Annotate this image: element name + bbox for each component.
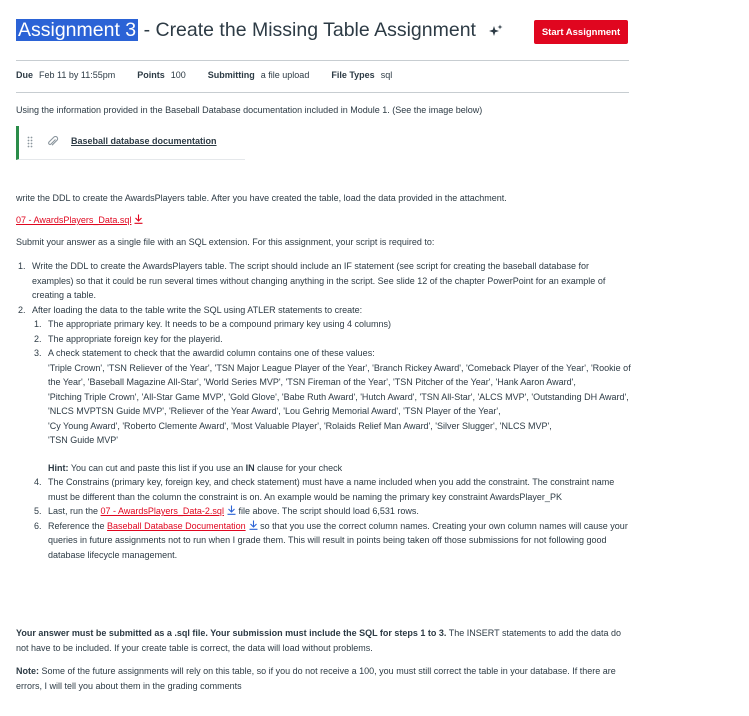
award-values-1: 'Triple Crown', 'TSN Reliever of the Year', 'TSN Major League Player of the Year', 'Branch Rickey Award', 'Comeback Player of the Year', 'Rookie of the Year', 'Baseball Magazine All-Star', 'World Series MVP', 'TSN Fireman of the Year', 'TSN Pitcher of the Year', 'Hank Aaron Award',: [48, 362, 631, 387]
list-item: [16, 303, 632, 563]
drag-grip-icon[interactable]: [27, 136, 33, 148]
baseball-doc-link[interactable]: Baseball database documentation: [71, 136, 217, 146]
list-item: [32, 317, 632, 332]
filetypes-label: File Types: [331, 70, 375, 80]
list-item: [32, 346, 632, 475]
divider: [16, 92, 629, 93]
filetypes-value: sql: [380, 70, 393, 80]
points-value: 100: [170, 70, 186, 80]
step-text: After loading the data to the table write the SQL using ATLER statements to create:: [32, 304, 363, 315]
answer-requirements: [16, 626, 632, 656]
download-icon[interactable]: [249, 520, 258, 530]
step-text: The appropriate foreign key for the playerid.: [48, 333, 223, 344]
step-text: The appropriate primary key. It needs to be a compound primary key using 4 columns): [48, 319, 391, 329]
step-number: 5.: [34, 506, 42, 516]
list-item: [16, 259, 632, 303]
divider: [16, 60, 629, 61]
filetypes-detail: [331, 70, 392, 80]
attachment-file-link[interactable]: 07 - AwardsPlayers_Data.sql: [16, 215, 132, 225]
step-number: 2.: [18, 304, 26, 315]
data-file-link[interactable]: 07 - AwardsPlayers_Data-2.sql: [100, 506, 224, 516]
step-text-post: so that you use the correct column names. Creating your own column names will cause your queries in future assignments not to run when I grade them. This will result in points being taken off those submissions for not following good database lifecycle management.: [48, 520, 628, 560]
note-rest: Some of the future assignments will rely on this table, so if you do not receive a 100, you must still correct the table in your database. If there are errors, I will tell you about them in the grading comments: [16, 666, 616, 691]
step-text: The Constrains (primary key, foreign key, and check statement) must have a name included when you add the constraint. The constraint name must be different than the column the constraint is on. An example would be naming the primary key constraint AwardsPlayer_PK: [48, 477, 615, 502]
title-rest: - Create the Missing Table Assignment: [138, 19, 476, 41]
step-text: A check statement to check that the awardid column contains one of these values:: [48, 348, 375, 358]
answer-bold: Your answer must be submitted as a .sql file. Your submission must include the SQL for steps 1 to 3.: [16, 628, 447, 638]
hint-post: clause for your check: [254, 462, 343, 473]
note-text: [16, 664, 632, 694]
answer-rest: The INSERT statements to add the data do not have to be included. If your create table is correct, the data will load without problems.: [16, 628, 622, 653]
sparkle-ai-icon[interactable]: [489, 24, 503, 38]
documentation-link[interactable]: Baseball Database Documentation: [107, 520, 246, 531]
step-text-pre: Reference the: [48, 520, 108, 531]
list-item: [32, 504, 632, 519]
hint-in-keyword: IN: [245, 462, 255, 473]
submit-instructions: Submit your answer as a single file with an SQL extension. For this assignment, your script is required to:: [16, 237, 435, 247]
step-number: 4.: [34, 477, 42, 487]
hint-text: [48, 461, 632, 476]
requirements-list: [16, 259, 632, 562]
assignment-details: [16, 70, 414, 80]
write-ddl-text: write the DDL to create the AwardsPlayers table. After you have created the table, load the data provided in the attachment.: [16, 193, 507, 203]
start-assignment-button[interactable]: Start Assignment: [534, 20, 628, 44]
step-number: 1.: [18, 261, 26, 271]
sub-list: [32, 317, 632, 562]
paperclip-icon: [47, 136, 59, 148]
list-item: [32, 475, 632, 504]
hint-label: Hint:: [48, 462, 69, 473]
list-item: [32, 519, 632, 563]
step-number: 3.: [34, 348, 42, 358]
award-values-3: 'Cy Young Award', 'Roberto Clemente Award', 'Most Valuable Player', 'Rolaids Relief Man Award', 'Silver Slugger', 'NLCS MVP',: [48, 420, 552, 431]
step-number: 2.: [34, 333, 42, 344]
step-text-post: file above. The script should load 6,531 rows.: [235, 506, 419, 516]
step-number: 1.: [34, 319, 42, 329]
due-label: Due: [16, 70, 34, 80]
step-number: 6.: [34, 520, 42, 531]
step-text-pre: Last, run the: [48, 506, 101, 516]
list-item: [32, 332, 632, 347]
step-text: Write the DDL to create the AwardsPlayers table. The script should include an IF statement (see script for creating the baseball database for examples) so that it could be run several times without changing anything in the script. See slide 12 of the chapter PowerPoint for an example of creating a table.: [32, 261, 606, 300]
download-icon[interactable]: [134, 214, 143, 224]
due-detail: [16, 70, 115, 80]
submitting-value: a file upload: [260, 70, 310, 80]
intro-text: Using the information provided in the Baseball Database documentation included in Module 1. (See the image below): [16, 105, 483, 115]
award-values-2: 'Pitching Triple Crown', 'All-Star Game MVP', 'Gold Glove', 'Babe Ruth Award', 'Hutch Award', 'TSN All-Star', 'ALCS MVP', 'Outstanding DH Award', 'NLCS MVPTSN Guide MVP', 'Reliever of the Year Award', 'Lou Gehrig Memorial Award', 'TSN Player of the Year',: [48, 391, 629, 416]
due-value: Feb 11 by 11:55pm: [39, 70, 116, 80]
submitting-detail: [208, 70, 310, 80]
download-icon[interactable]: [227, 505, 236, 515]
doc-attachment-card[interactable]: [16, 126, 245, 160]
hint-pre: You can cut and paste this list if you use an: [68, 462, 246, 473]
points-label: Points: [137, 70, 165, 80]
award-values-4: 'TSN Guide MVP': [48, 435, 118, 445]
submitting-label: Submitting: [207, 70, 255, 80]
attachment-line: [16, 214, 632, 227]
note-label: Note:: [16, 666, 39, 676]
points-detail: [137, 70, 186, 80]
title-highlight: Assignment 3: [18, 19, 137, 41]
